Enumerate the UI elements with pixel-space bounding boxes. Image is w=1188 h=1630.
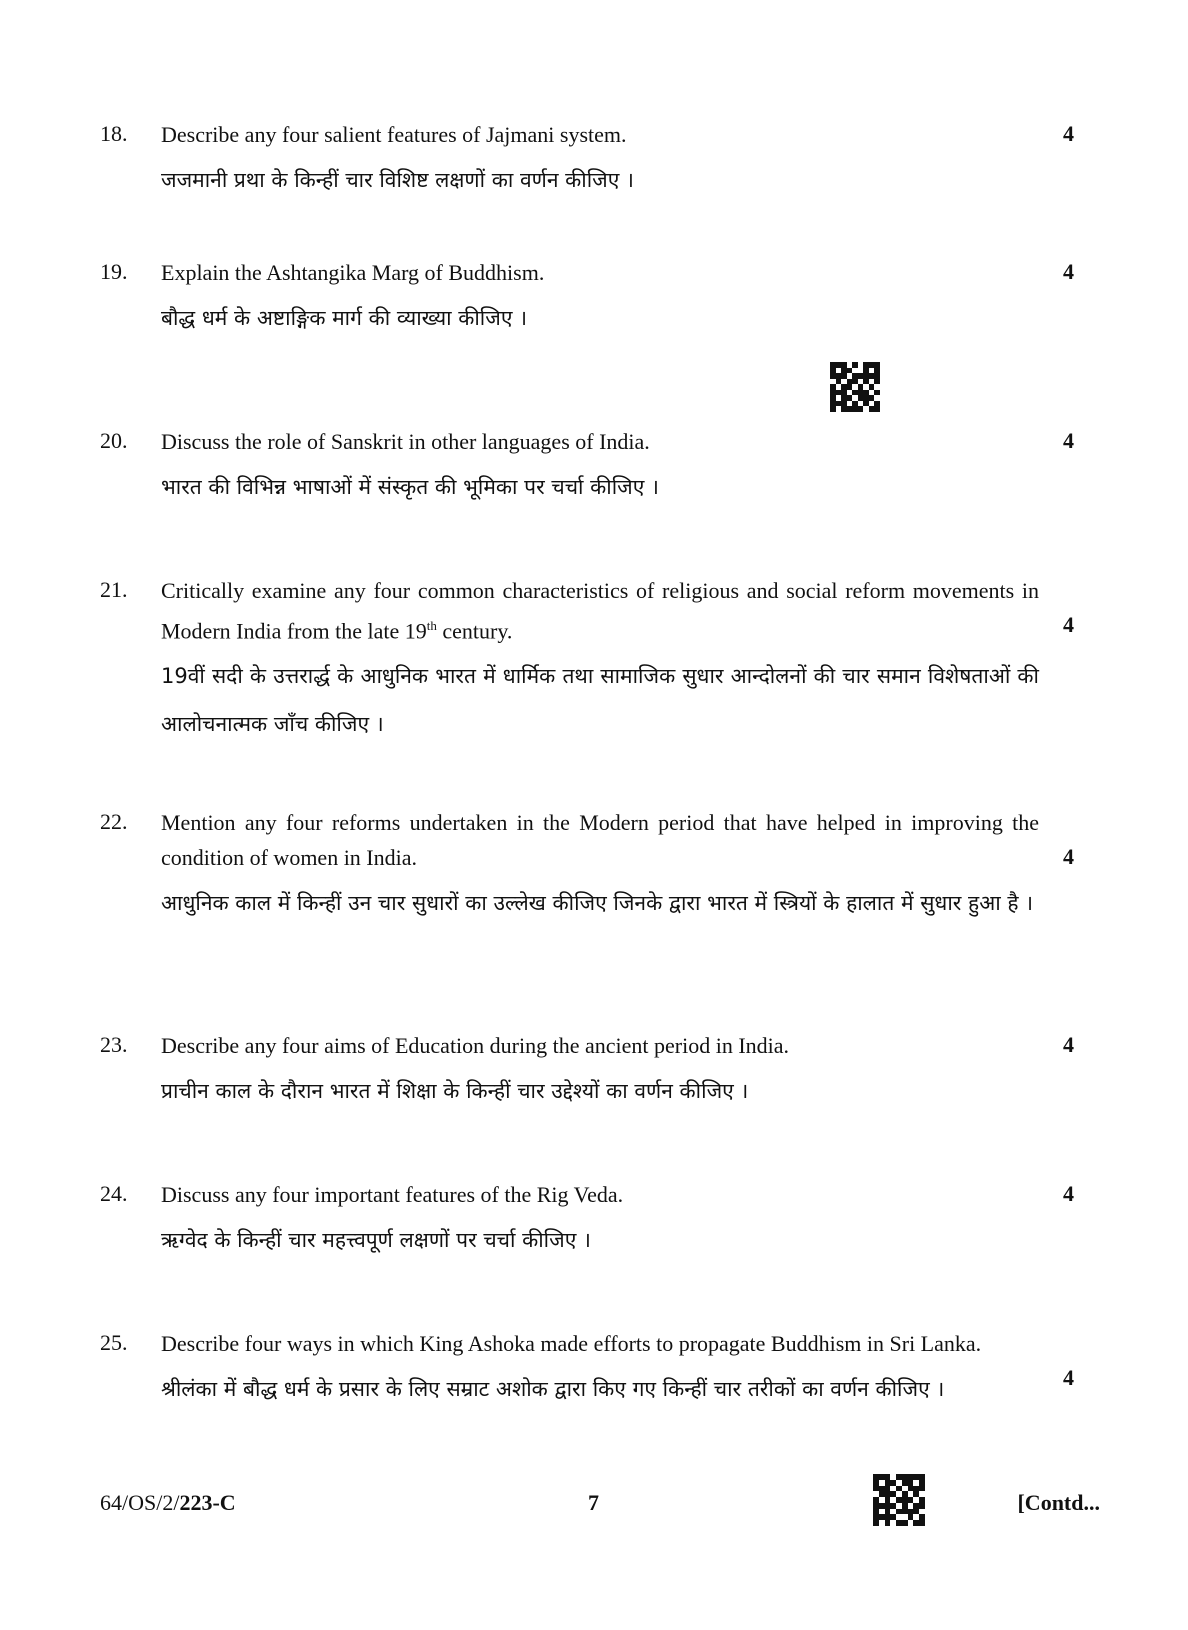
paper-code (100, 1490, 236, 1516)
question-text-hindi: श्रीलंका में बौद्ध धर्म के प्रसार के लिए सम्राट अशोक द्वारा किए गए किन्हीं चार तरीकों का वर्णन कीजिए । (161, 1377, 945, 1401)
question-text-hindi: ऋग्वेद के किन्हीं चार महत्त्वपूर्ण लक्षणों पर चर्चा कीजिए । (161, 1228, 591, 1252)
continued-label: [Contd... (1017, 1490, 1100, 1515)
question-marks: 4 (1063, 844, 1074, 869)
question-20 (100, 424, 1080, 511)
question-number: 19. (100, 259, 128, 284)
question-text-english: Mention any four reforms undertaken in the Modern period that have helped in improving the condition of women in India. (161, 810, 1039, 870)
question-number: 25. (100, 1330, 128, 1355)
question-number: 18. (100, 121, 128, 146)
question-number: 22. (100, 809, 128, 834)
question-text-english (161, 573, 1039, 648)
question-19 (100, 255, 1080, 342)
english-text-part: Critically examine any four common characteristics of religious and social reform movements in Modern India from the late 19 (161, 578, 1039, 644)
question-number: 21. (100, 577, 128, 602)
question-text-hindi: जजमानी प्रथा के किन्हीं चार विशिष्ट लक्षणों का वर्णन कीजिए । (161, 168, 634, 192)
question-24 (100, 1177, 1080, 1264)
question-marks: 4 (1063, 121, 1074, 146)
question-text-english: Discuss the role of Sanskrit in other languages of India. (161, 429, 650, 454)
ordinal-suffix: th (426, 618, 437, 633)
page-footer (100, 1490, 1100, 1530)
question-text-hindi: भारत की विभिन्न भाषाओं में संस्कृत की भूमिका पर चर्चा कीजिए । (161, 475, 659, 499)
question-marks: 4 (1063, 428, 1074, 453)
question-marks: 4 (1063, 259, 1074, 284)
question-text-english: Describe any four aims of Education during the ancient period in India. (161, 1033, 790, 1058)
question-marks: 4 (1063, 1365, 1074, 1390)
question-text-hindi: आधुनिक काल में किन्हीं उन चार सुधारों का उल्लेख कीजिए जिनके द्वारा भारत में स्त्रियों के हालात में सुधार हुआ है । (161, 891, 1034, 915)
page-number: 7 (588, 1490, 599, 1515)
question-18 (100, 117, 1080, 204)
question-21 (100, 573, 1080, 748)
question-text-hindi: 19वीं सदी के उत्तरार्द्ध के आधुनिक भारत में धार्मिक तथा सामाजिक सुधार आन्दोलनों की चार समान विशेषताओं की आलोचनात्मक जाँच कीजिए । (161, 664, 1039, 737)
question-23 (100, 1028, 1080, 1115)
question-number: 20. (100, 428, 128, 453)
question-text-hindi: बौद्ध धर्म के अष्टाङ्गिक मार्ग की व्याख्या कीजिए । (161, 306, 528, 330)
question-22 (100, 805, 1080, 927)
question-text-english: Discuss any four important features of the Rig Veda. (161, 1182, 624, 1207)
question-25 (100, 1326, 1080, 1413)
question-number: 23. (100, 1032, 128, 1057)
paper-code-bold: 223-C (179, 1490, 236, 1515)
question-text-english: Describe any four salient features of Jajmani system. (161, 122, 627, 147)
question-text-english: Describe four ways in which King Ashoka made efforts to propagate Buddhism in Sri Lanka. (161, 1331, 982, 1356)
qr-code (830, 362, 880, 412)
paper-code-prefix: 64/OS/2/ (100, 1490, 180, 1515)
question-number: 24. (100, 1181, 128, 1206)
question-marks: 4 (1063, 1032, 1074, 1057)
question-marks: 4 (1063, 1181, 1074, 1206)
question-marks: 4 (1063, 612, 1074, 637)
question-text-hindi: प्राचीन काल के दौरान भारत में शिक्षा के किन्हीं चार उद्देश्यों का वर्णन कीजिए । (161, 1079, 749, 1103)
english-text-part: century. (436, 618, 513, 644)
question-text-english: Explain the Ashtangika Marg of Buddhism. (161, 260, 545, 285)
